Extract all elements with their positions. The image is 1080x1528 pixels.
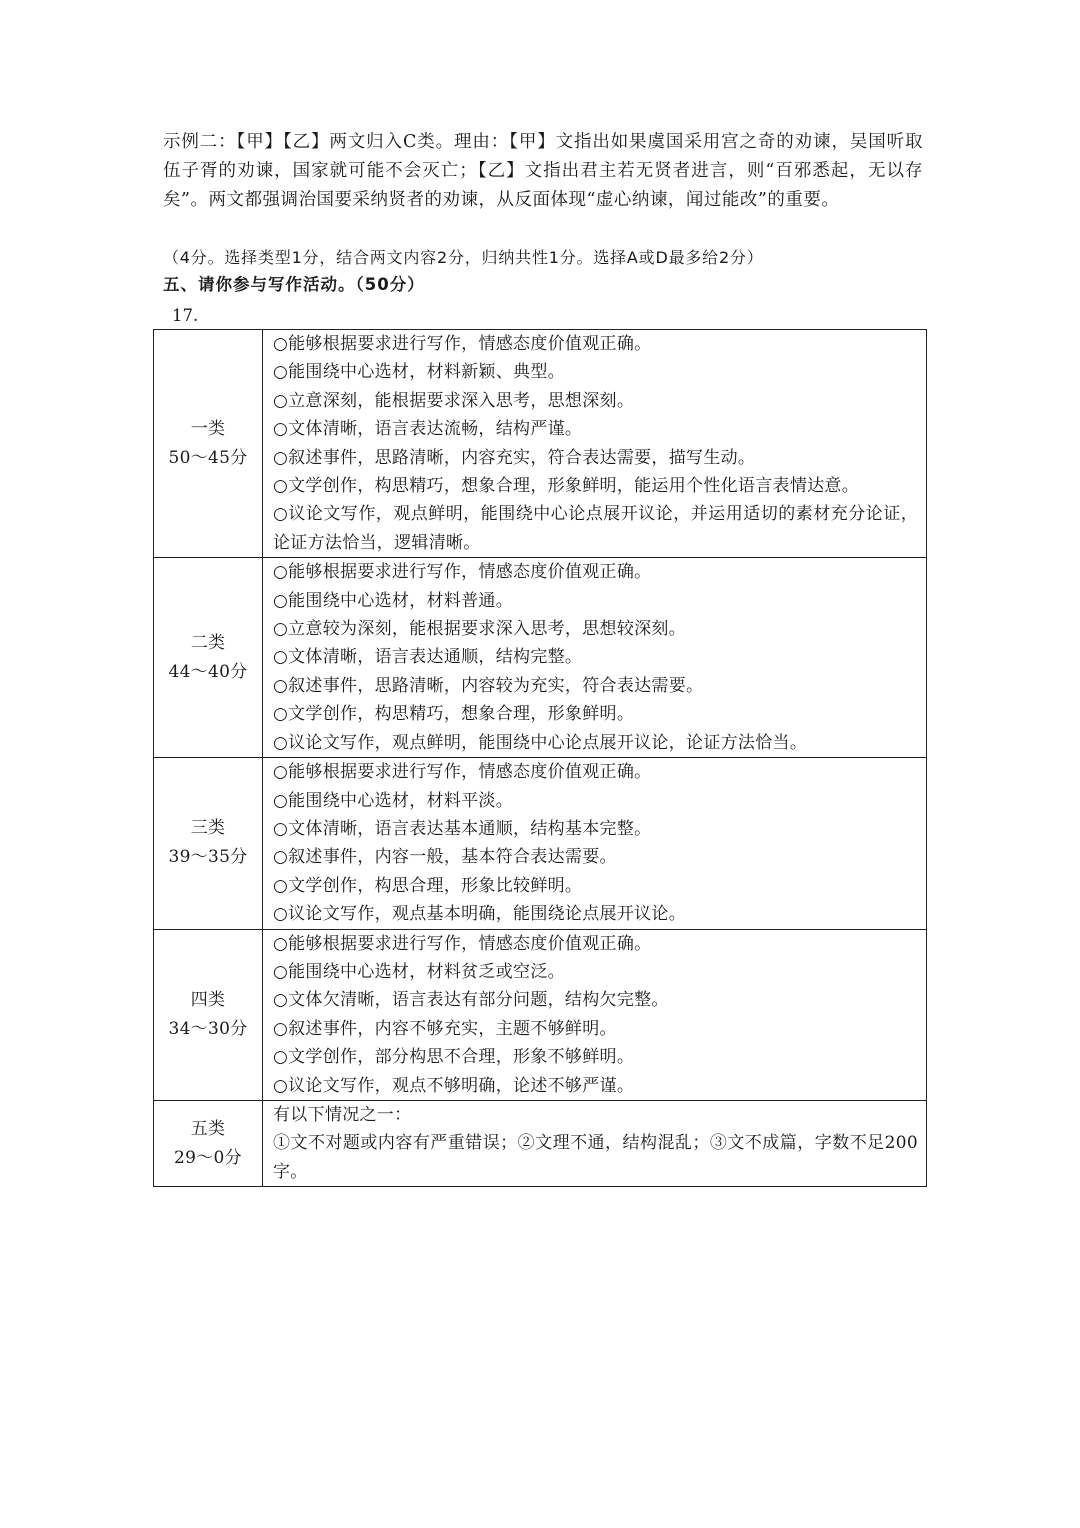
rubric-criterion: ○能围绕中心选材，材料贫乏或空泛。: [273, 961, 565, 982]
rubric-criterion: ○能够根据要求进行写作，情感态度价值观正确。: [273, 562, 652, 583]
rubric-category-score: 39～35分: [168, 847, 248, 868]
rubric-criterion: ○议论文写作，观点鲜明，能围绕中心论点展开议论，并运用适切的素材充分论证，论证方法恰当，逻辑清晰。: [273, 504, 918, 553]
rubric-criterion: ○文学创作，部分构思不合理，形象不够鲜明。: [273, 1047, 635, 1068]
rubric-criterion: ○叙述事件，内容不够充实，主题不够鲜明。: [273, 1018, 617, 1039]
example-two-paragraph: 示例二：【甲】【乙】两文归入C类。理由：【甲】文指出如果虞国采用宫之奇的劝谏，吴国听取伍子胥的劝谏，国家就可能不会灭亡；【乙】文指出君主若无贤者进言，则“百邪悉起，无以存矣”。两文都强调治国要采纳贤者的劝谏，从反面体现“虚心纳谏，闻过能改”的重要。: [163, 132, 923, 210]
section-title: 五、请你参与写作活动。（50分）: [163, 275, 425, 294]
rubric-criterion: ○议论文写作，观点基本明确，能围绕论点展开议论。: [273, 904, 687, 925]
rubric-criteria-cell: [263, 558, 927, 758]
rubric-category-cell: [154, 758, 263, 929]
rubric-category-cell: [154, 1100, 263, 1186]
rubric-criterion: ①文不对题或内容有严重错误；②文理不通，结构混乱；③文不成篇，字数不足200字。: [273, 1133, 918, 1182]
rubric-criterion: ○议论文写作，观点不够明确，论述不够严谨。: [273, 1075, 635, 1096]
rubric-category-cell: [154, 330, 263, 558]
rubric-category-score: 29～0分: [174, 1147, 242, 1168]
rubric-row: [154, 330, 927, 558]
rubric-row: [154, 1100, 927, 1186]
rubric-criteria-cell: [263, 929, 927, 1100]
rubric-criterion: ○立意较为深刻，能根据要求深入思考，思想较深刻。: [273, 619, 687, 640]
rubric-criterion: ○叙述事件，内容一般，基本符合表达需要。: [273, 847, 617, 868]
rubric-row: [154, 929, 927, 1100]
rubric-criterion: ○能够根据要求进行写作，情感态度价值观正确。: [273, 762, 652, 783]
rubric-criteria-cell: [263, 1100, 927, 1186]
rubric-criterion: ○文学创作，构思合理，形象比较鲜明。: [273, 875, 583, 896]
rubric-criterion: ○文体清晰，语言表达基本通顺，结构基本完整。: [273, 818, 652, 839]
rubric-criteria-cell: [263, 758, 927, 929]
rubric-category-cell: [154, 558, 263, 758]
rubric-criterion: ○能围绕中心选材，材料新颖、典型。: [273, 362, 565, 383]
question-number: 17.: [172, 306, 199, 325]
rubric-criterion: ○文体清晰，语言表达通顺，结构完整。: [273, 647, 583, 668]
rubric-category-name: 二类: [190, 632, 226, 653]
rubric-criterion: ○能围绕中心选材，材料普通。: [273, 590, 514, 611]
scoring-note: （4分。选择类型1分，结合两文内容2分，归纳共性1分。选择A或D最多给2分）: [163, 248, 764, 267]
rubric-category-name: 三类: [190, 818, 226, 839]
rubric-table: [153, 329, 927, 1187]
rubric-criterion: ○能够根据要求进行写作，情感态度价值观正确。: [273, 334, 652, 354]
rubric-criterion: ○能够根据要求进行写作，情感态度价值观正确。: [273, 933, 652, 954]
rubric-criterion: ○议论文写作，观点鲜明，能围绕中心论点展开议论，论证方法恰当。: [273, 732, 808, 753]
rubric-body: [154, 330, 927, 1187]
rubric-criterion: ○文体清晰，语言表达流畅，结构严谨。: [273, 419, 583, 440]
rubric-criterion: ○文学创作，构思精巧，想象合理，形象鲜明，能运用个性化语言表情达意。: [273, 476, 860, 497]
rubric-criterion: ○叙述事件，思路清晰，内容充实，符合表达需要，描写生动。: [273, 447, 756, 468]
rubric-criterion: ○叙述事件，思路清晰，内容较为充实，符合表达需要。: [273, 675, 704, 696]
rubric-category-name: 四类: [190, 989, 226, 1010]
rubric-category-score: 44～40分: [168, 661, 248, 682]
rubric-criterion: 有以下情况之一：: [273, 1104, 412, 1125]
rubric-category-cell: [154, 929, 263, 1100]
rubric-category-score: 50～45分: [168, 447, 248, 468]
rubric-category-score: 34～30分: [168, 1018, 248, 1039]
rubric-row: [154, 558, 927, 758]
rubric-criterion: ○文学创作，构思精巧，想象合理，形象鲜明。: [273, 704, 635, 725]
rubric-category-name: 五类: [190, 1118, 226, 1139]
rubric-category-name: 一类: [190, 418, 226, 439]
rubric-criteria-cell: [263, 330, 927, 558]
rubric-criterion: ○文体欠清晰，语言表达有部分问题，结构欠完整。: [273, 990, 669, 1011]
rubric-criterion: ○立意深刻，能根据要求深入思考，思想深刻。: [273, 390, 635, 411]
rubric-criterion: ○能围绕中心选材，材料平淡。: [273, 790, 514, 811]
rubric-row: [154, 758, 927, 929]
